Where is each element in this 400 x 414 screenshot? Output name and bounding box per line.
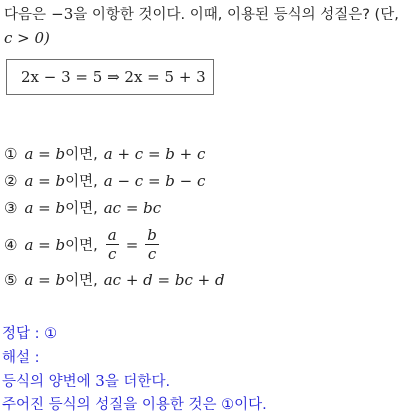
option-result: a − c = b − c	[103, 171, 206, 190]
option-1[interactable]	[4, 143, 205, 164]
option-number: ①	[4, 144, 18, 163]
option-number: ④	[4, 235, 18, 254]
explanation-line-1	[2, 370, 170, 391]
option-2[interactable]	[4, 170, 205, 191]
option-3[interactable]	[4, 197, 161, 218]
fraction-denominator: c	[108, 245, 117, 263]
explanation-math: 3	[95, 372, 105, 390]
explanation-line-2: 주어진 등식의 성질을 이용한 것은 ①이다.	[2, 397, 267, 413]
question-math-term: −3	[51, 5, 74, 23]
explanation-suffix: 을 더한다.	[104, 374, 171, 390]
option-word: 이면,	[65, 147, 98, 163]
equation-box	[6, 59, 214, 95]
question-prefix: 다음은	[4, 7, 47, 23]
equals-sign: =	[125, 235, 139, 254]
explanation-label: 해설 :	[2, 350, 40, 366]
explanation-prefix: 등식의 양변에	[2, 374, 91, 390]
option-result: a + c = b + c	[103, 144, 206, 163]
option-condition: a = b	[24, 235, 66, 254]
option-number: ③	[4, 198, 18, 217]
option-word: 이면,	[65, 238, 98, 254]
question-line-2	[4, 28, 50, 47]
question-condition: c > 0)	[4, 29, 50, 47]
option-word: 이면,	[65, 201, 98, 217]
option-condition: a = b	[24, 171, 66, 190]
fraction-right	[145, 226, 159, 263]
option-number: ⑤	[4, 270, 18, 289]
fraction-numerator: b	[147, 226, 157, 244]
option-number: ②	[4, 171, 18, 190]
option-word: 이면,	[65, 174, 98, 190]
option-result: ac = bc	[103, 198, 162, 217]
option-word: 이면,	[65, 273, 98, 289]
option-5[interactable]	[4, 269, 225, 290]
question-suffix: 을 이항한 것이다. 이때, 이용된 등식의 성질은? (단,	[73, 7, 399, 23]
option-condition: a = b	[24, 144, 66, 163]
option-condition: a = b	[24, 270, 66, 289]
option-result: ac + d = bc + d	[103, 270, 225, 289]
equation-text: 2x − 3 = 5 ⇒ 2x = 5 + 3	[21, 68, 206, 86]
fraction-numerator: a	[107, 226, 117, 244]
fraction-left	[106, 226, 119, 263]
question-line-1	[4, 3, 399, 24]
option-condition: a = b	[24, 198, 66, 217]
option-4[interactable]	[4, 226, 161, 263]
answer-label: 정답 : ①	[2, 326, 58, 342]
fraction-denominator: c	[147, 245, 157, 263]
